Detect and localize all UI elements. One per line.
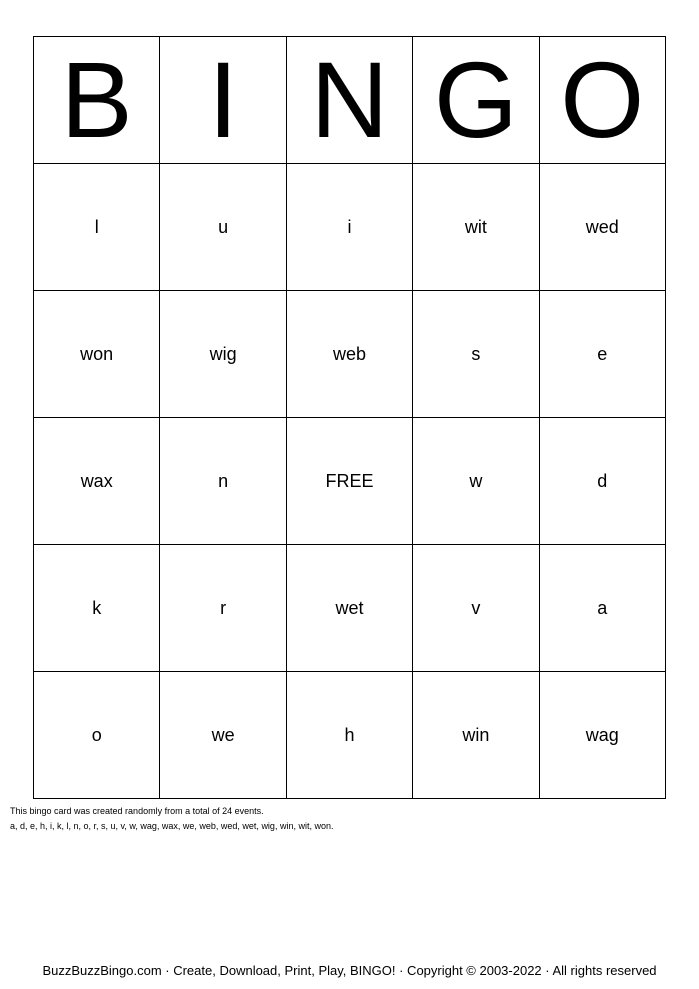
footer-copyright: BuzzBuzzBingo.com · Create, Download, Print, Play, BINGO! · Copyright © 2003-2022 · All rights reserved [42,963,657,978]
bingo-row [34,672,666,799]
bingo-cell: w [413,418,539,545]
header-letter-i: I [160,37,286,164]
bingo-cell: n [160,418,286,545]
header-letter-g: G [413,37,539,164]
bingo-cell: web [286,291,412,418]
bingo-cell: e [539,291,665,418]
bingo-cell: win [413,672,539,799]
bingo-cell: d [539,418,665,545]
bingo-cell: o [34,672,160,799]
bingo-header-row [34,37,666,164]
bingo-cell: won [34,291,160,418]
bingo-cell: v [413,545,539,672]
bingo-row [34,164,666,291]
free-space-cell: FREE [286,418,412,545]
bingo-cell: i [286,164,412,291]
bingo-row [34,545,666,672]
header-letter-b: B [34,37,160,164]
bingo-cell: h [286,672,412,799]
bingo-cell: wed [539,164,665,291]
bingo-cell: r [160,545,286,672]
bingo-cell: wet [286,545,412,672]
bingo-card [33,36,666,799]
bingo-cell: wit [413,164,539,291]
header-letter-n: N [286,37,412,164]
bingo-cell: wax [34,418,160,545]
event-list: a, d, e, h, i, k, l, n, o, r, s, u, v, w, wag, wax, we, web, wed, wet, wig, win, wit, won. [10,821,334,831]
bingo-cell: s [413,291,539,418]
card-generation-note: This bingo card was created randomly from a total of 24 events. [10,806,264,816]
bingo-row [34,291,666,418]
bingo-cell: we [160,672,286,799]
header-letter-o: O [539,37,665,164]
bingo-cell: k [34,545,160,672]
bingo-row [34,418,666,545]
bingo-cell: l [34,164,160,291]
bingo-cell: wag [539,672,665,799]
bingo-cell: a [539,545,665,672]
bingo-cell: u [160,164,286,291]
bingo-cell: wig [160,291,286,418]
